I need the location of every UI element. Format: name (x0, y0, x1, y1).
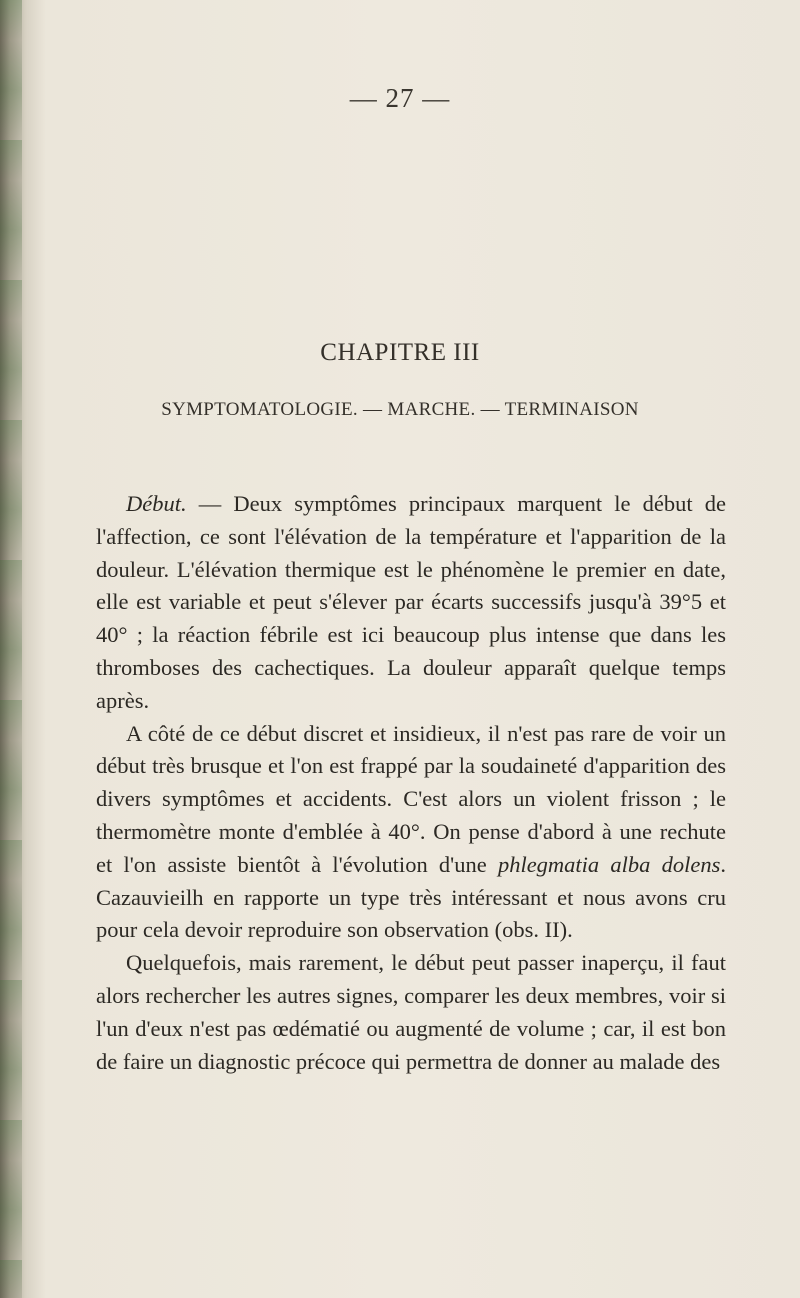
body-text (96, 488, 726, 1078)
page-number: — 27 — (349, 83, 451, 113)
chapter-subtitle: SYMPTOMATOLOGIE. — MARCHE. — TERMINAISON (161, 399, 639, 420)
paragraph-text: A côté de ce début discret et insidieux, il n'est pas rare de voir un début très brusque et l'on est frappé par la soudaineté d'apparition des divers symptômes et accidents. C'est alors un violent frisson ; le thermomètre monte d'emblée à 40°. On pense d'abord à une rechute et l'on assiste bientôt à l'évolution d'une (96, 720, 726, 877)
paragraph-inapercu (96, 947, 726, 1078)
chapter-title: CHAPITRE III (320, 339, 480, 366)
paragraph-text: Quelquefois, mais rarement, le début peut passer inaperçu, il faut alors rechercher les autres signes, comparer les deux membres, voir si l'un d'eux n'est pas œdématié ou augmenté de volume ; car, il est bon de faire un diagnostic précoce qui permettra de donner au malade des (96, 950, 726, 1074)
paragraph-debut (96, 488, 726, 718)
paragraph-text: . Cazauvieilh en rapporte un type très intéressant et nous avons cru pour cela devoir reproduire son observation (obs. II). (96, 851, 726, 943)
latin-term: phlegmatia alba dolens (497, 851, 721, 877)
paragraph-text: — Deux symptômes principaux marquent le début de l'affection, ce sont l'élévation de la température et l'apparition de la douleur. L'élévation thermique est le phénomène le premier en date, elle est variable et peut s'élever par écarts successifs jusqu'à 39°5 et 40° ; la réaction fébrile est ici beaucoup plus intense que dans les thromboses des cachectiques. La douleur apparaît quelque temps après. (96, 491, 726, 713)
section-lead: Début. (126, 491, 187, 516)
paragraph-brusque (96, 718, 726, 948)
binding-gutter (0, 0, 22, 1298)
